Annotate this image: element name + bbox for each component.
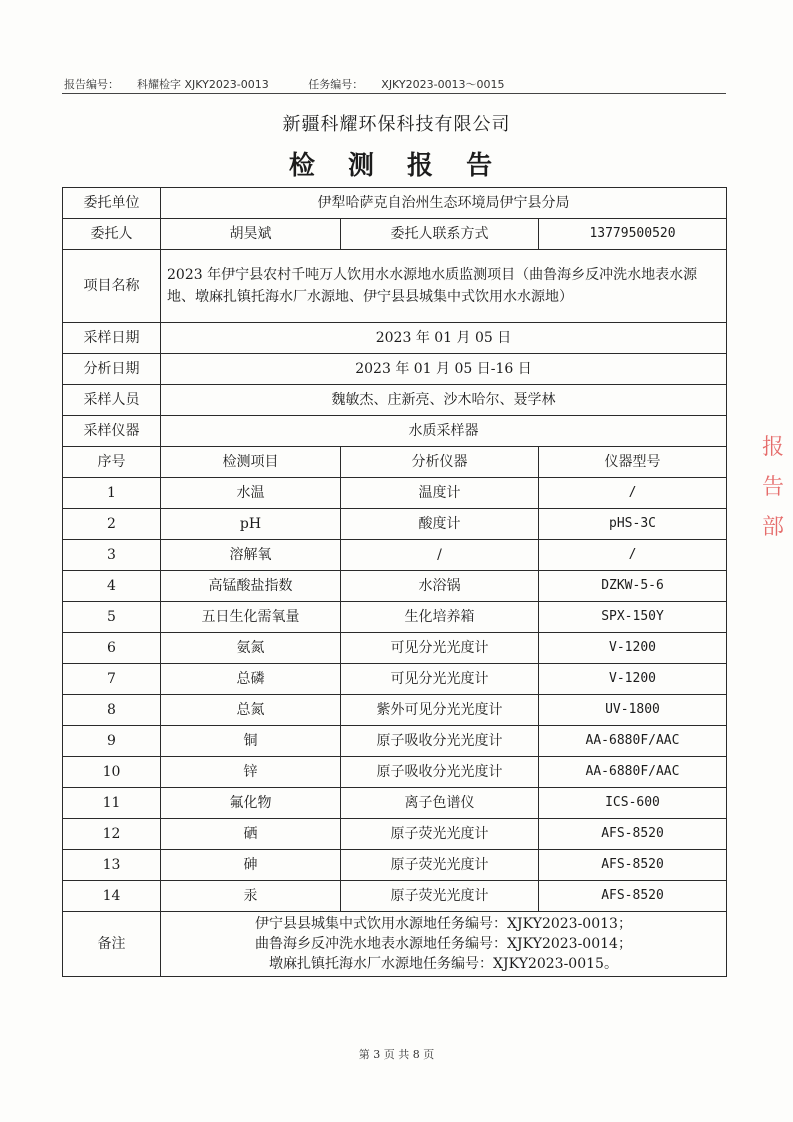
cell-model: V-1200 (539, 633, 727, 664)
cell-instrument: 离子色谱仪 (341, 788, 539, 819)
cell-model: pHS-3C (539, 509, 727, 540)
cell-instrument: / (341, 540, 539, 571)
table-row (63, 571, 727, 602)
cell-instrument: 生化培养箱 (341, 602, 539, 633)
cell-item: 铜 (161, 726, 341, 757)
cell-item: 水温 (161, 478, 341, 509)
cell-item: 高锰酸盐指数 (161, 571, 341, 602)
cell-item: 汞 (161, 881, 341, 912)
column-header-item: 检测项目 (161, 447, 341, 478)
project-label: 项目名称 (63, 250, 161, 323)
samplers-row (63, 385, 727, 416)
contact-person-label: 委托人 (63, 219, 161, 250)
cell-index: 10 (63, 757, 161, 788)
table-row (63, 726, 727, 757)
cell-model: AFS-8520 (539, 819, 727, 850)
cell-model: AA-6880F/AAC (539, 726, 727, 757)
analysis-date-label: 分析日期 (63, 354, 161, 385)
cell-instrument: 原子荧光光度计 (341, 819, 539, 850)
seal-char: 部 (761, 515, 784, 540)
cell-model: AFS-8520 (539, 850, 727, 881)
table-row (63, 664, 727, 695)
remark-line: 伊宁县县城集中式饮用水源地任务编号：XJKY2023-0013； (255, 916, 632, 932)
page-number: 第 3 页 共 8 页 (358, 1048, 435, 1061)
cell-item: 五日生化需氧量 (161, 602, 341, 633)
remarks-label: 备注 (63, 912, 161, 977)
cell-instrument: 原子吸收分光光度计 (341, 726, 539, 757)
column-header-instrument: 分析仪器 (341, 447, 539, 478)
task-number: 任务编号： XJKY2023-0013～0015 (308, 78, 505, 91)
cell-index: 6 (63, 633, 161, 664)
table-header-row (63, 447, 727, 478)
cell-index: 1 (63, 478, 161, 509)
cell-index: 7 (63, 664, 161, 695)
cell-instrument: 酸度计 (341, 509, 539, 540)
table-row (63, 881, 727, 912)
table-row (63, 788, 727, 819)
cell-instrument: 可见分光光度计 (341, 633, 539, 664)
cell-item: 锌 (161, 757, 341, 788)
cell-index: 14 (63, 881, 161, 912)
cell-index: 11 (63, 788, 161, 819)
cell-instrument: 温度计 (341, 478, 539, 509)
cell-instrument: 水浴锅 (341, 571, 539, 602)
cell-instrument: 原子荧光光度计 (341, 881, 539, 912)
column-header-index: 序号 (63, 447, 161, 478)
contact-row (63, 219, 727, 250)
analysis-date-value: 2023 年 01 月 05 日-16 日 (161, 354, 727, 385)
remark-line: 墩麻扎镇托海水厂水源地任务编号：XJKY2023-0015。 (269, 956, 618, 972)
cell-index: 9 (63, 726, 161, 757)
cell-item: 氟化物 (161, 788, 341, 819)
contact-phone-value: 13779500520 (539, 219, 727, 250)
seal-char: 报 (761, 435, 784, 460)
remarks-row (63, 912, 727, 977)
cell-index: 8 (63, 695, 161, 726)
seal-char: 告 (761, 475, 784, 500)
cell-model: V-1200 (539, 664, 727, 695)
cell-model: AA-6880F/AAC (539, 757, 727, 788)
cell-instrument: 紫外可见分光光度计 (341, 695, 539, 726)
cell-item: 硒 (161, 819, 341, 850)
contact-method-label: 委托人联系方式 (341, 219, 539, 250)
client-row (63, 188, 727, 219)
cell-instrument: 原子吸收分光光度计 (341, 757, 539, 788)
project-row (63, 250, 727, 323)
partial-seal-stamp (758, 428, 788, 548)
remarks-value (161, 912, 727, 977)
cell-item: pH (161, 509, 341, 540)
cell-item: 氨氮 (161, 633, 341, 664)
remark-line: 曲鲁海乡反冲洗水地表水源地任务编号：XJKY2023-0014； (255, 936, 632, 952)
table-row (63, 819, 727, 850)
samplers-value: 魏敏杰、庄新亮、沙木哈尔、聂学林 (161, 385, 727, 416)
table-row (63, 602, 727, 633)
sampling-instrument-value: 水质采样器 (161, 416, 727, 447)
report-header (64, 76, 541, 92)
cell-model: / (539, 540, 727, 571)
cell-instrument: 可见分光光度计 (341, 664, 539, 695)
cell-model: ICS-600 (539, 788, 727, 819)
cell-model: UV-1800 (539, 695, 727, 726)
table-row (63, 695, 727, 726)
cell-item: 砷 (161, 850, 341, 881)
sampling-date-row (63, 323, 727, 354)
report-number: 报告编号： 科耀检字 XJKY2023-0013 (64, 78, 269, 91)
cell-model: DZKW-5-6 (539, 571, 727, 602)
table-row (63, 633, 727, 664)
table-row (63, 757, 727, 788)
client-label: 委托单位 (63, 188, 161, 219)
table-row (63, 509, 727, 540)
analysis-date-row (63, 354, 727, 385)
client-value: 伊犁哈萨克自治州生态环境局伊宁县分局 (161, 188, 727, 219)
table-row (63, 540, 727, 571)
report-table (62, 187, 727, 977)
sampling-date-label: 采样日期 (63, 323, 161, 354)
sampling-date-value: 2023 年 01 月 05 日 (161, 323, 727, 354)
cell-model: / (539, 478, 727, 509)
header-divider (62, 93, 726, 94)
cell-model: SPX-150Y (539, 602, 727, 633)
cell-model: AFS-8520 (539, 881, 727, 912)
page-title: 检 测 报 告 (288, 151, 505, 181)
project-value: 2023 年伊宁县农村千吨万人饮用水水源地水质监测项目（曲鲁海乡反冲洗水地表水源地、墩麻扎镇托海水厂水源地、伊宁县县城集中式饮用水水源地） (161, 250, 727, 323)
samplers-label: 采样人员 (63, 385, 161, 416)
cell-index: 4 (63, 571, 161, 602)
cell-index: 12 (63, 819, 161, 850)
table-row (63, 478, 727, 509)
cell-index: 2 (63, 509, 161, 540)
cell-item: 总磷 (161, 664, 341, 695)
cell-index: 5 (63, 602, 161, 633)
sampling-instrument-row (63, 416, 727, 447)
table-row (63, 850, 727, 881)
company-name: 新疆科耀环保科技有限公司 (282, 114, 511, 135)
cell-item: 溶解氧 (161, 540, 341, 571)
cell-instrument: 原子荧光光度计 (341, 850, 539, 881)
sampling-instrument-label: 采样仪器 (63, 416, 161, 447)
cell-index: 13 (63, 850, 161, 881)
cell-item: 总氮 (161, 695, 341, 726)
contact-person-value: 胡昊斌 (161, 219, 341, 250)
column-header-model: 仪器型号 (539, 447, 727, 478)
cell-index: 3 (63, 540, 161, 571)
